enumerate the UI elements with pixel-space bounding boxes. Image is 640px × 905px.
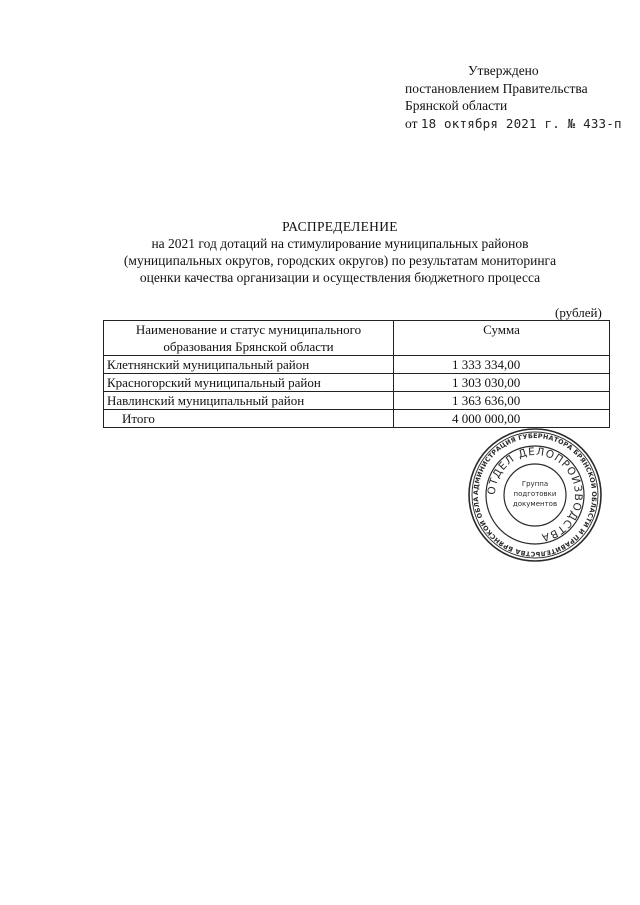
approval-date-prefix: от bbox=[405, 115, 418, 131]
stamp-center-line-3: документов bbox=[512, 500, 558, 508]
stamp-inner-text: ОТДЕЛ ДЕЛОПРОИЗВОДСТВА bbox=[485, 445, 585, 544]
header-sum: Сумма bbox=[394, 321, 610, 356]
stamp-center-line-1: Группа bbox=[521, 480, 549, 488]
approval-date-line bbox=[405, 115, 637, 133]
official-stamp bbox=[465, 425, 605, 565]
header-name: Наименование и статус муниципального образования Брянской области bbox=[104, 321, 394, 356]
row-name: Клетнянский муниципальный район bbox=[104, 356, 394, 374]
approval-line-decree: постановлением Правительства bbox=[405, 80, 588, 96]
table-row bbox=[104, 374, 610, 392]
table-header-row bbox=[104, 321, 610, 356]
document-subtitle-line-2: (муниципальных округов, городских округов) по результатам мониторинга bbox=[123, 253, 557, 268]
approval-line-region: Брянской области bbox=[405, 98, 508, 113]
total-sum: 4 000 000,00 bbox=[394, 410, 610, 428]
approval-heading: Утверждено bbox=[468, 63, 539, 78]
stamp-outer-text: АДМИНИСТРАЦИЯ ГУБЕРНАТОРА БРЯНСКОЙ ОБЛАСТИ И ПРАВИТЕЛЬСТВА БРЯНСКОЙ ОБЛА bbox=[471, 431, 599, 559]
row-sum: 1 333 334,00 bbox=[394, 356, 610, 374]
row-name: Красногорский муниципальный район bbox=[104, 374, 394, 392]
document-title-block bbox=[40, 218, 640, 286]
table-row bbox=[104, 392, 610, 410]
document-subtitle-line-1: на 2021 год дотаций на стимулирование муниципальных районов bbox=[151, 236, 529, 251]
total-label: Итого bbox=[104, 410, 394, 428]
unit-label: (рублей) bbox=[555, 305, 602, 320]
table-row bbox=[104, 356, 610, 374]
document-subtitle-line-3: оценки качества организации и осуществления бюджетного процесса bbox=[139, 270, 541, 285]
row-name: Навлинский муниципальный район bbox=[104, 392, 394, 410]
approval-date-number: 18 октября 2021 г. № 433-п bbox=[420, 115, 622, 131]
approval-block bbox=[405, 62, 637, 132]
document-title: РАСПРЕДЕЛЕНИЕ bbox=[282, 219, 398, 234]
stamp-seal-icon bbox=[465, 425, 605, 565]
distribution-table bbox=[103, 320, 610, 428]
stamp-center-line-2: подготовки bbox=[513, 490, 557, 498]
row-sum: 1 303 030,00 bbox=[394, 374, 610, 392]
row-sum: 1 363 636,00 bbox=[394, 392, 610, 410]
